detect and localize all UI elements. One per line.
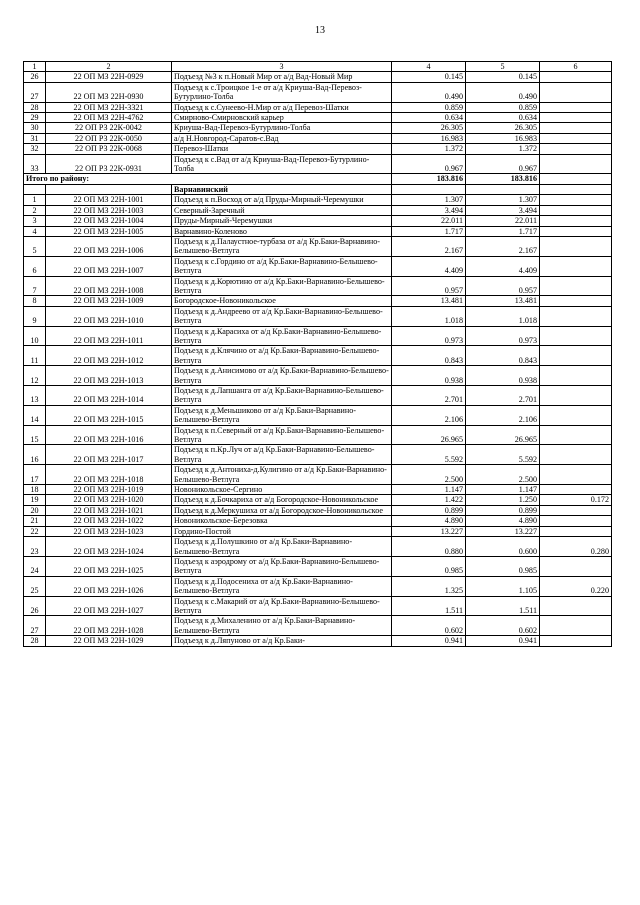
- length-col5: 26.965: [466, 425, 540, 445]
- table-row: [24, 445, 612, 465]
- road-code: 22 ОП МЗ 22Н-1001: [46, 195, 172, 205]
- length-total: 13.227: [392, 526, 466, 536]
- road-code: 22 ОП МЗ 22Н-1023: [46, 526, 172, 536]
- table-row: [24, 123, 612, 133]
- length-total: 1.018: [392, 306, 466, 326]
- header-row: [24, 62, 612, 72]
- length-total: 1.147: [392, 485, 466, 495]
- length-col6: [540, 195, 612, 205]
- length-total: 16.983: [392, 133, 466, 143]
- length-col6: [540, 366, 612, 386]
- road-code: 22 ОП МЗ 22Н-1007: [46, 256, 172, 276]
- length-col5: 0.600: [466, 537, 540, 557]
- row-number: 33: [24, 154, 46, 174]
- length-total: 1.325: [392, 576, 466, 596]
- road-name: Подъезд к д.Бочкариха от а/д Богородское-Новоникольское: [172, 495, 392, 505]
- length-col5: 1.511: [466, 596, 540, 616]
- length-total: 2.701: [392, 386, 466, 406]
- length-col5: 1.147: [466, 485, 540, 495]
- road-name: Новоникольское-Березовка: [172, 516, 392, 526]
- length-col6: 0.220: [540, 576, 612, 596]
- length-col6: [540, 113, 612, 123]
- table-row: [24, 485, 612, 495]
- header-cell: 6: [540, 62, 612, 72]
- table-row: [24, 113, 612, 123]
- row-number: 23: [24, 537, 46, 557]
- table-row: [24, 495, 612, 505]
- road-code: 22 ОП МЗ 22Н-1016: [46, 425, 172, 445]
- road-code: 22 ОП РЗ 22К-0050: [46, 133, 172, 143]
- length-col6: 0.172: [540, 495, 612, 505]
- table-row: [24, 256, 612, 276]
- length-total: 5.592: [392, 445, 466, 465]
- road-name: Подъезд к д.Меньшиково от а/д Кр.Баки-Варнавино-Белышево-Ветлуга: [172, 405, 392, 425]
- row-number: 25: [24, 576, 46, 596]
- district-row: [24, 184, 612, 194]
- empty-cell: [24, 184, 46, 194]
- length-col5: 0.145: [466, 72, 540, 82]
- length-total: 0.602: [392, 616, 466, 636]
- length-col5: 13.481: [466, 296, 540, 306]
- row-number: 21: [24, 516, 46, 526]
- length-total: 2.106: [392, 405, 466, 425]
- length-col5: 0.634: [466, 113, 540, 123]
- table-row: [24, 326, 612, 346]
- road-name: Подъезд к д.Андреево от а/д Кр.Баки-Варнавино-Белышево-Ветлуга: [172, 306, 392, 326]
- row-number: 30: [24, 123, 46, 133]
- page-number: 13: [315, 25, 325, 36]
- length-col6: [540, 346, 612, 366]
- length-col5: 2.106: [466, 405, 540, 425]
- length-total: 0.957: [392, 276, 466, 296]
- road-name: Подъезд к с.Макарий от а/д Кр.Баки-Варнавино-Белышево-Ветлуга: [172, 596, 392, 616]
- length-col6: [540, 485, 612, 495]
- length-col5: 2.167: [466, 236, 540, 256]
- road-code: 22 ОП МЗ 22Н-1013: [46, 366, 172, 386]
- table-row: [24, 205, 612, 215]
- empty-cell: [392, 184, 466, 194]
- table-row: [24, 386, 612, 406]
- length-col6: [540, 133, 612, 143]
- length-col6: [540, 526, 612, 536]
- table-row: [24, 144, 612, 154]
- road-name: Подъезд к д.Палаустное-турбаза от а/д Кр.Баки-Варнавино-Белышево-Ветлуга: [172, 236, 392, 256]
- length-col5: 1.372: [466, 144, 540, 154]
- table-row: [24, 226, 612, 236]
- row-number: 10: [24, 326, 46, 346]
- length-col6: [540, 505, 612, 515]
- length-total: 0.145: [392, 72, 466, 82]
- row-number: 13: [24, 386, 46, 406]
- total-col6: [540, 174, 612, 184]
- length-col6: [540, 326, 612, 346]
- length-col5: 1.717: [466, 226, 540, 236]
- road-name: Новоникольское-Сергино: [172, 485, 392, 495]
- length-col6: [540, 405, 612, 425]
- length-col6: [540, 226, 612, 236]
- length-col5: 1.105: [466, 576, 540, 596]
- length-col5: 16.983: [466, 133, 540, 143]
- length-col5: 2.500: [466, 465, 540, 485]
- road-code: 22 ОП МЗ 22Н-1009: [46, 296, 172, 306]
- row-number: 19: [24, 495, 46, 505]
- length-total: 22.011: [392, 216, 466, 226]
- road-name: а/д Н.Новгород-Саратов-с.Вад: [172, 133, 392, 143]
- roads-table: [23, 61, 612, 647]
- road-name: Подъезд к д.Корютино от а/д Кр.Баки-Варнавино-Белышево-Ветлуга: [172, 276, 392, 296]
- header-cell: 1: [24, 62, 46, 72]
- length-col5: 1.018: [466, 306, 540, 326]
- length-col5: 2.701: [466, 386, 540, 406]
- row-number: 18: [24, 485, 46, 495]
- row-number: 31: [24, 133, 46, 143]
- row-number: 27: [24, 616, 46, 636]
- header-cell: 3: [172, 62, 392, 72]
- length-col6: [540, 636, 612, 646]
- table-row: [24, 425, 612, 445]
- road-name: Гордино-Постой: [172, 526, 392, 536]
- length-total: 26.965: [392, 425, 466, 445]
- length-col5: 0.938: [466, 366, 540, 386]
- row-number: 27: [24, 82, 46, 102]
- row-number: 16: [24, 445, 46, 465]
- length-col6: [540, 205, 612, 215]
- table-row: [24, 306, 612, 326]
- road-code: 22 ОП МЗ 22Н-3321: [46, 102, 172, 112]
- total-col4: 183.816: [392, 174, 466, 184]
- road-name: Подъезд к д.Подосениха от а/д Кр.Баки-Варнавино-Белышево-Ветлуга: [172, 576, 392, 596]
- length-col6: [540, 276, 612, 296]
- empty-cell: [46, 184, 172, 194]
- road-code: 22 ОП МЗ 22Н-1029: [46, 636, 172, 646]
- empty-cell: [466, 184, 540, 194]
- road-code: 22 ОП МЗ 22Н-4762: [46, 113, 172, 123]
- length-col5: 1.307: [466, 195, 540, 205]
- row-number: 15: [24, 425, 46, 445]
- road-code: 22 ОП МЗ 22Н-1022: [46, 516, 172, 526]
- length-total: 1.307: [392, 195, 466, 205]
- road-code: 22 ОП МЗ 22Н-0930: [46, 82, 172, 102]
- length-col6: [540, 216, 612, 226]
- row-number: 14: [24, 405, 46, 425]
- road-name: Подъезд к с.Сунеево-Н.Мир от а/д Перевоз-Шатки: [172, 102, 392, 112]
- length-total: 0.859: [392, 102, 466, 112]
- table-row: [24, 576, 612, 596]
- length-total: 4.409: [392, 256, 466, 276]
- length-total: 2.167: [392, 236, 466, 256]
- length-col6: [540, 386, 612, 406]
- road-name: Криуша-Вад-Перевоз-Бутурлино-Толба: [172, 123, 392, 133]
- road-code: 22 ОП МЗ 22Н-1003: [46, 205, 172, 215]
- length-total: 1.511: [392, 596, 466, 616]
- table-row: [24, 216, 612, 226]
- length-col5: 26.305: [466, 123, 540, 133]
- table-row: [24, 465, 612, 485]
- road-code: 22 ОП МЗ 22Н-1012: [46, 346, 172, 366]
- row-number: 7: [24, 276, 46, 296]
- table-row: [24, 616, 612, 636]
- road-code: 22 ОП РЗ 22К-0931: [46, 154, 172, 174]
- road-code: 22 ОП МЗ 22Н-1026: [46, 576, 172, 596]
- length-total: 1.372: [392, 144, 466, 154]
- length-col5: 1.250: [466, 495, 540, 505]
- table-row: [24, 195, 612, 205]
- road-code: 22 ОП МЗ 22Н-1011: [46, 326, 172, 346]
- length-col5: 0.941: [466, 636, 540, 646]
- length-col6: [540, 616, 612, 636]
- road-code: 22 ОП МЗ 22Н-1005: [46, 226, 172, 236]
- length-col6: [540, 144, 612, 154]
- table-row: [24, 537, 612, 557]
- length-total: 13.481: [392, 296, 466, 306]
- road-name: Подъезд к п.Северный от а/д Кр.Баки-Варнавино-Белышево-Ветлуга: [172, 425, 392, 445]
- table-row: [24, 636, 612, 646]
- length-col5: 4.409: [466, 256, 540, 276]
- table-row: [24, 236, 612, 256]
- road-name: Подъезд к д.Лапшанга от а/д Кр.Баки-Варнавино-Белышево-Ветлуга: [172, 386, 392, 406]
- row-number: 1: [24, 195, 46, 205]
- length-col6: [540, 72, 612, 82]
- road-name: Подъезд №3 к п.Новый Мир от а/д Вад-Новый Мир: [172, 72, 392, 82]
- road-name: Перевоз-Шатки: [172, 144, 392, 154]
- road-name: Северный-Заречный: [172, 205, 392, 215]
- length-col5: 0.899: [466, 505, 540, 515]
- road-name: Подъезд к с.Гордино от а/д Кр.Баки-Варнавино-Белышево-Ветлуга: [172, 256, 392, 276]
- road-name: Подъезд к аэродрому от а/д Кр.Баки-Варнавино-Белышево-Ветлуга: [172, 556, 392, 576]
- length-total: 0.880: [392, 537, 466, 557]
- row-number: 20: [24, 505, 46, 515]
- row-number: 26: [24, 596, 46, 616]
- road-code: 22 ОП МЗ 22Н-1019: [46, 485, 172, 495]
- row-number: 28: [24, 102, 46, 112]
- length-total: 1.422: [392, 495, 466, 505]
- length-col5: 0.967: [466, 154, 540, 174]
- empty-cell: [540, 184, 612, 194]
- road-code: 22 ОП МЗ 22Н-1024: [46, 537, 172, 557]
- row-number: 9: [24, 306, 46, 326]
- length-total: 0.843: [392, 346, 466, 366]
- total-row: [24, 174, 612, 184]
- road-name: Подъезд к д.Клячино от а/д Кр.Баки-Варнавино-Белышево-Ветлуга: [172, 346, 392, 366]
- length-col6: [540, 556, 612, 576]
- length-col6: [540, 296, 612, 306]
- length-total: 0.941: [392, 636, 466, 646]
- row-number: 28: [24, 636, 46, 646]
- length-total: 26.305: [392, 123, 466, 133]
- table-row: [24, 526, 612, 536]
- road-name: Подъезд к д.Полушкино от а/д Кр.Баки-Варнавино-Белышево-Ветлуга: [172, 537, 392, 557]
- table-row: [24, 276, 612, 296]
- length-total: 0.938: [392, 366, 466, 386]
- length-col6: [540, 236, 612, 256]
- row-number: 5: [24, 236, 46, 256]
- length-col5: 0.843: [466, 346, 540, 366]
- table-row: [24, 516, 612, 526]
- length-total: 0.985: [392, 556, 466, 576]
- road-name: Подъезд к д.Антониха-д.Кулигино от а/д Кр.Баки-Варнавино-Белышево-Ветлуга: [172, 465, 392, 485]
- road-code: 22 ОП МЗ 22Н-1004: [46, 216, 172, 226]
- length-col6: [540, 123, 612, 133]
- length-col5: 4.890: [466, 516, 540, 526]
- table-row: [24, 296, 612, 306]
- row-number: 8: [24, 296, 46, 306]
- table-row: [24, 102, 612, 112]
- district-name: Варнавинский: [172, 184, 392, 194]
- road-name: Подъезд к д.Карасиха от а/д Кр.Баки-Варнавино-Белышево-Ветлуга: [172, 326, 392, 346]
- row-number: 17: [24, 465, 46, 485]
- road-name: Подъезд к д.Анисимово от а/д Кр.Баки-Варнавино-Белышево-Ветлуга: [172, 366, 392, 386]
- road-code: 22 ОП МЗ 22Н-1014: [46, 386, 172, 406]
- road-name: Варнавино-Коленово: [172, 226, 392, 236]
- table-row: [24, 346, 612, 366]
- length-col6: [540, 154, 612, 174]
- table-row: [24, 133, 612, 143]
- length-total: 0.490: [392, 82, 466, 102]
- table-row: [24, 596, 612, 616]
- table-row: [24, 405, 612, 425]
- road-code: 22 ОП МЗ 22Н-1020: [46, 495, 172, 505]
- length-col5: 0.490: [466, 82, 540, 102]
- road-name: Подъезд к п.Восход от а/д Пруды-Мирный-Черемушки: [172, 195, 392, 205]
- road-name: Смирново-Смирновский карьер: [172, 113, 392, 123]
- length-col5: 0.985: [466, 556, 540, 576]
- road-name: Подъезд к д.Ляпуново от а/д Кр.Баки-: [172, 636, 392, 646]
- road-code: 22 ОП МЗ 22Н-1010: [46, 306, 172, 326]
- row-number: 4: [24, 226, 46, 236]
- road-name: Пруды-Мирный-Черемушки: [172, 216, 392, 226]
- road-name: Подъезд к п.Кр.Луч от а/д Кр.Баки-Варнавино-Белышево-Ветлуга: [172, 445, 392, 465]
- length-col6: [540, 306, 612, 326]
- road-code: 22 ОП МЗ 22Н-1025: [46, 556, 172, 576]
- length-col6: [540, 596, 612, 616]
- length-col5: 13.227: [466, 526, 540, 536]
- length-total: 1.717: [392, 226, 466, 236]
- header-cell: 5: [466, 62, 540, 72]
- row-number: 29: [24, 113, 46, 123]
- length-col5: 0.602: [466, 616, 540, 636]
- table-row: [24, 366, 612, 386]
- row-number: 12: [24, 366, 46, 386]
- road-name: Подъезд к д.Меркушиха от а/д Богородское-Новоникольское: [172, 505, 392, 515]
- length-col6: [540, 425, 612, 445]
- length-col5: 5.592: [466, 445, 540, 465]
- length-col6: 0.280: [540, 537, 612, 557]
- road-code: 22 ОП МЗ 22Н-1017: [46, 445, 172, 465]
- road-name: Подъезд к с.Троицкое 1-е от а/д Криуша-Вад-Перевоз-Бутурлино-Толба: [172, 82, 392, 102]
- table-row: [24, 154, 612, 174]
- road-name: Подъезд к д.Михаленино от а/д Кр.Баки-Варнавино-Белышево-Ветлуга: [172, 616, 392, 636]
- length-col5: 0.859: [466, 102, 540, 112]
- row-number: 26: [24, 72, 46, 82]
- header-cell: 2: [46, 62, 172, 72]
- road-code: 22 ОП МЗ 22Н-1008: [46, 276, 172, 296]
- row-number: 22: [24, 526, 46, 536]
- row-number: 6: [24, 256, 46, 276]
- road-code: 22 ОП МЗ 22Н-1028: [46, 616, 172, 636]
- length-col6: [540, 465, 612, 485]
- length-col5: 0.973: [466, 326, 540, 346]
- table-row: [24, 82, 612, 102]
- length-col5: 22.011: [466, 216, 540, 226]
- road-code: 22 ОП МЗ 22Н-1021: [46, 505, 172, 515]
- length-col5: 3.494: [466, 205, 540, 215]
- length-col6: [540, 256, 612, 276]
- road-code: 22 ОП РЗ 22К-0042: [46, 123, 172, 133]
- row-number: 11: [24, 346, 46, 366]
- total-label: Итого по району:: [24, 174, 392, 184]
- length-col5: 0.957: [466, 276, 540, 296]
- length-total: 0.634: [392, 113, 466, 123]
- road-name: Подъезд к с.Вад от а/д Криуша-Вад-Перевоз-Бутурлино-Толба: [172, 154, 392, 174]
- road-code: 22 ОП РЗ 22К-0068: [46, 144, 172, 154]
- length-total: 2.500: [392, 465, 466, 485]
- road-name: Богородское-Новоникольское: [172, 296, 392, 306]
- length-total: 3.494: [392, 205, 466, 215]
- length-total: 0.899: [392, 505, 466, 515]
- length-col6: [540, 445, 612, 465]
- table-row: [24, 72, 612, 82]
- table-row: [24, 556, 612, 576]
- row-number: 2: [24, 205, 46, 215]
- length-col6: [540, 516, 612, 526]
- row-number: 3: [24, 216, 46, 226]
- length-total: 0.973: [392, 326, 466, 346]
- length-col6: [540, 102, 612, 112]
- road-code: 22 ОП МЗ 22Н-0929: [46, 72, 172, 82]
- total-col5: 183.816: [466, 174, 540, 184]
- road-code: 22 ОП МЗ 22Н-1006: [46, 236, 172, 256]
- length-col6: [540, 82, 612, 102]
- road-code: 22 ОП МЗ 22Н-1018: [46, 465, 172, 485]
- table-row: [24, 505, 612, 515]
- length-total: 0.967: [392, 154, 466, 174]
- length-total: 4.890: [392, 516, 466, 526]
- header-cell: 4: [392, 62, 466, 72]
- row-number: 32: [24, 144, 46, 154]
- row-number: 24: [24, 556, 46, 576]
- road-code: 22 ОП МЗ 22Н-1015: [46, 405, 172, 425]
- road-code: 22 ОП МЗ 22Н-1027: [46, 596, 172, 616]
